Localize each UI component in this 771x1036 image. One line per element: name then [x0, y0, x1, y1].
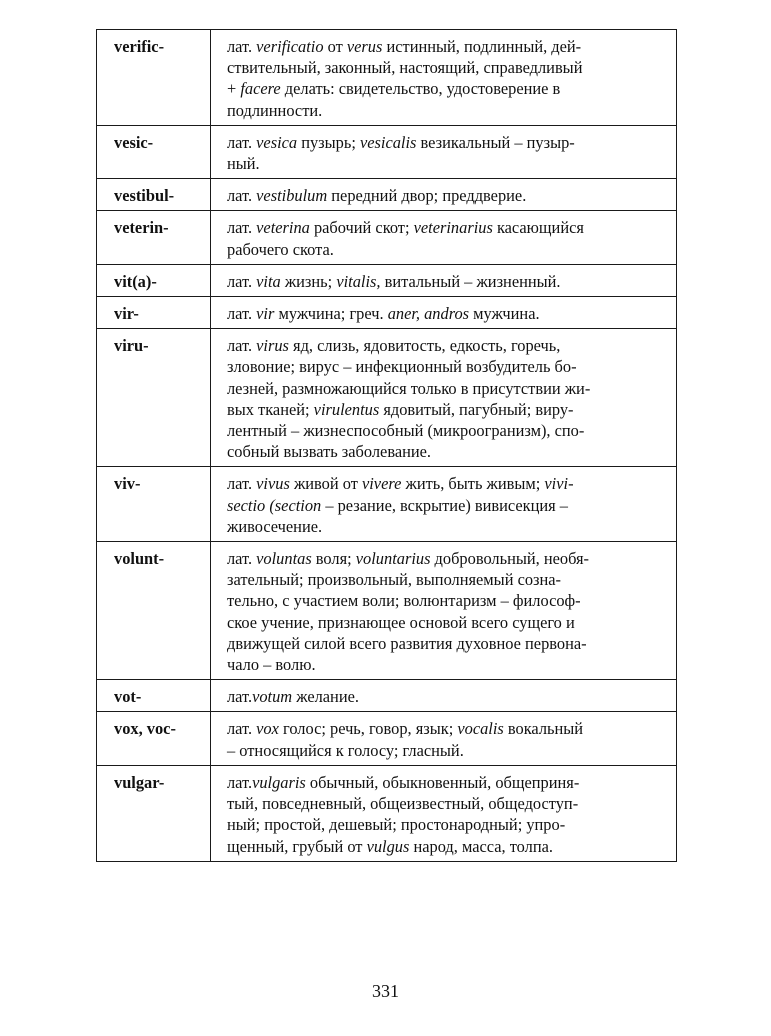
definition-italic-segment: veterinarius — [413, 218, 493, 238]
entry-term: viv- — [97, 467, 211, 542]
definition-text-segment: жизнь; — [280, 271, 337, 291]
definition-text-segment: вокальный – относящийся к голосу; гласный. — [227, 719, 584, 760]
entry-definition — [211, 467, 677, 542]
definition-italic-segment: vox — [256, 719, 279, 739]
definition-italic-segment: verus — [346, 37, 383, 56]
definition-text-segment: лат. — [227, 37, 257, 56]
entry-definition — [211, 542, 677, 680]
entry-term: vir- — [97, 297, 211, 329]
definition-text-segment: лат. — [227, 132, 257, 152]
entry-definition — [211, 264, 677, 296]
definition-text-segment: делать: свидетельство, удостоверение в подлинности. — [227, 79, 561, 120]
definition-italic-segment: veterina — [256, 218, 310, 238]
table-row — [97, 542, 677, 680]
definition-italic-segment: vulgaris — [252, 772, 306, 792]
definition-text-segment: воля; — [311, 549, 356, 569]
definition-italic-segment: voluntas — [256, 549, 312, 569]
definition-text-segment: лат. — [227, 304, 257, 324]
entry-definition — [211, 125, 677, 178]
definition-text-segment: касающийся рабочего скота. — [227, 218, 584, 259]
definition-text-segment: мужчина; греч. — [274, 304, 388, 324]
definition-text-segment: рабочий скот; — [309, 218, 414, 238]
entry-term: vox, voc- — [97, 712, 211, 765]
definition-text-segment: яд, слизь, ядовитость, едкость, горечь, зловоние; вирус – инфекционный возбудитель бо- лезней, размножающийся только в присутствии жи- вых тканей; — [227, 336, 591, 419]
definition-text-segment: везикальный – пузыр- ный. — [227, 132, 575, 174]
table-row — [97, 680, 677, 712]
definition-text-segment: голос; речь, говор, язык; — [278, 719, 458, 739]
entry-definition — [211, 712, 677, 765]
entry-definition — [211, 211, 677, 264]
definition-text-segment: желание. — [292, 687, 359, 707]
definition-text-segment: пузырь; — [297, 132, 360, 152]
definition-text-segment: ядовитый, пагубный; виру- лентный – жизнеспособный (микроогранизм), спо- собный вызвать заболевание. — [227, 399, 585, 462]
definition-text-segment: лат. — [227, 687, 253, 707]
definition-text-segment: добровольный, необя- зательный; произвольный, выполняемый созна- тельно, с участием воли; волюнтаризм – философ- ское учение, признающее основой всего сущего и движущей силой всего развития духовное первона- чало – волю. — [227, 549, 589, 675]
table-row — [97, 264, 677, 296]
entry-definition — [211, 30, 677, 126]
definition-italic-segment: vocalis — [457, 719, 504, 739]
definition-text-segment: живой от — [289, 474, 362, 494]
definition-italic-segment: vita — [256, 271, 281, 291]
definition-italic-segment: voluntarius — [355, 549, 431, 569]
definition-text-segment: лат. — [227, 186, 257, 206]
definition-italic-segment: votum — [252, 687, 293, 707]
table-row — [97, 297, 677, 329]
definition-text-segment: лат. — [227, 271, 257, 291]
entry-definition — [211, 179, 677, 211]
definition-text-segment: жить, быть живым; — [401, 474, 545, 494]
definition-italic-segment: verificatio — [256, 37, 324, 56]
definition-text-segment: от — [323, 37, 347, 56]
definition-text-segment: народ, масса, толпа. — [409, 836, 553, 856]
definition-italic-segment: virus — [256, 336, 289, 356]
entry-term: veterin- — [97, 211, 211, 264]
table-row — [97, 467, 677, 542]
definition-text-segment: лат. — [227, 218, 257, 238]
entry-definition — [211, 329, 677, 467]
definition-text-segment: мужчина. — [469, 304, 540, 324]
definition-text-segment: лат. — [227, 474, 257, 494]
definition-text-segment: истинный, подлинный, дей- ствительный, законный, настоящий, справедливый + — [227, 37, 583, 99]
definition-italic-segment: vitalis, — [336, 271, 381, 291]
table-row — [97, 329, 677, 467]
table-row — [97, 712, 677, 765]
entry-term: vot- — [97, 680, 211, 712]
entry-definition — [211, 765, 677, 861]
definition-text-segment: лат. — [227, 336, 257, 356]
definition-text-segment: витальный – жизненный. — [380, 271, 561, 291]
entry-term: verific- — [97, 30, 211, 126]
table-row — [97, 765, 677, 861]
entry-definition — [211, 680, 677, 712]
definition-text-segment: передний двор; преддверие. — [327, 186, 527, 206]
entry-term: vesic- — [97, 125, 211, 178]
definition-italic-segment: vivi- sectio (section — [227, 474, 574, 515]
definition-italic-segment: vivus — [256, 474, 290, 494]
entry-term: viru- — [97, 329, 211, 467]
definition-text-segment: обычный, обыкновенный, общеприня- тый, повседневный, общеизвестный, общедоступ- ный; простой, дешевый; простонародный; упро- щенный, грубый от — [227, 772, 580, 856]
table-row — [97, 211, 677, 264]
definition-text-segment: лат. — [227, 772, 253, 792]
table-row — [97, 30, 677, 126]
definition-italic-segment: vivere — [361, 474, 402, 494]
definition-italic-segment: vestibulum — [256, 186, 328, 206]
entry-term: volunt- — [97, 542, 211, 680]
table-row — [97, 179, 677, 211]
definition-italic-segment: aner, andros — [387, 304, 470, 324]
dictionary-table — [96, 29, 677, 862]
definition-text-segment: лат. — [227, 719, 257, 739]
definition-italic-segment: virulentus — [313, 399, 380, 419]
page-number: 331 — [372, 981, 399, 1001]
entry-definition — [211, 297, 677, 329]
definition-italic-segment: facere — [240, 79, 281, 99]
entry-term: vulgar- — [97, 765, 211, 861]
dictionary-table-body — [97, 30, 677, 862]
entry-term: vestibul- — [97, 179, 211, 211]
definition-text-segment: – резание, вскрытие) вивисекция – живосечение. — [227, 495, 569, 536]
table-row — [97, 125, 677, 178]
entry-term: vit(a)- — [97, 264, 211, 296]
definition-italic-segment: vesicalis — [359, 132, 417, 152]
definition-text-segment: лат. — [227, 549, 257, 569]
definition-italic-segment: vulgus — [366, 836, 410, 856]
definition-italic-segment: vir — [256, 304, 275, 324]
definition-italic-segment: vesica — [256, 132, 298, 152]
